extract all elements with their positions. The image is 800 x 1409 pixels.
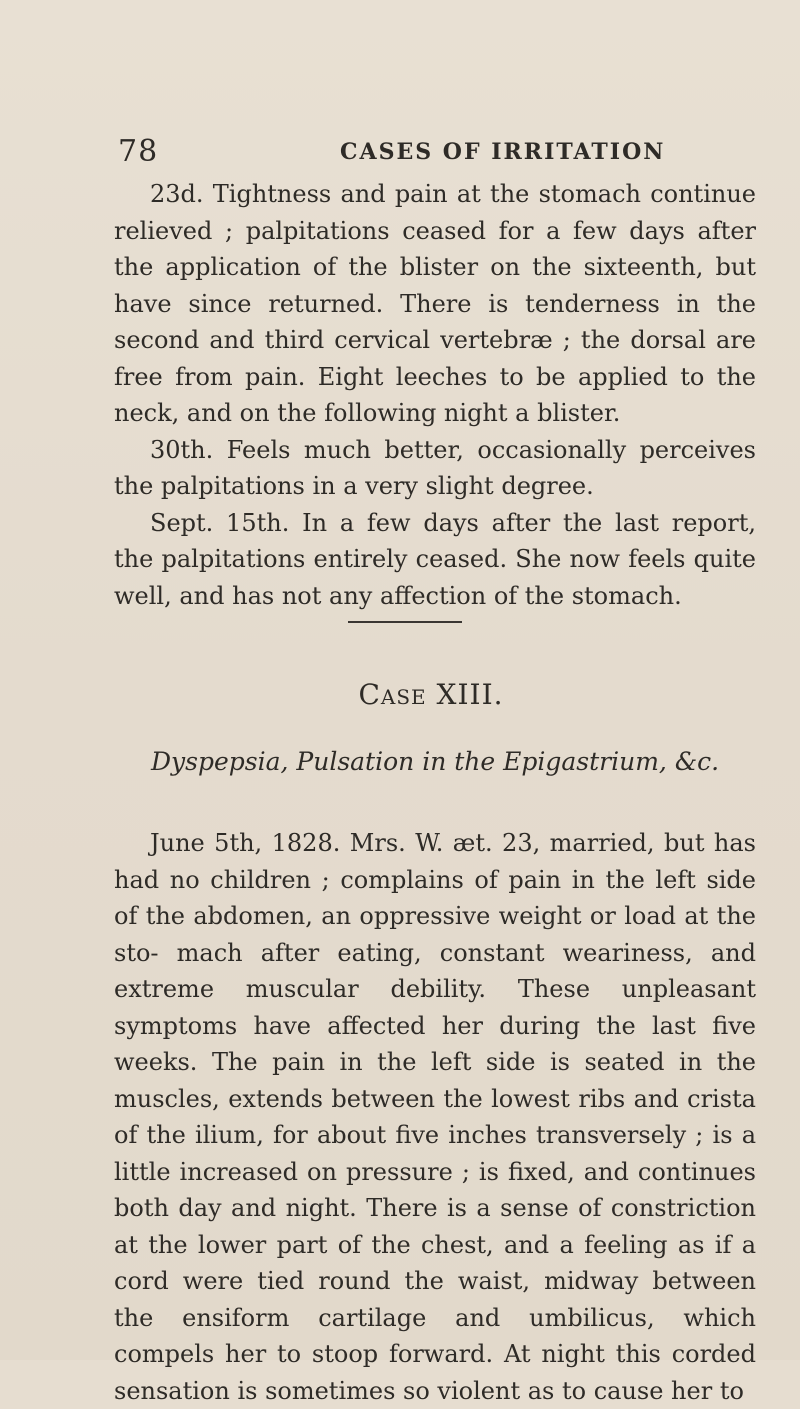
body-text-case — [114, 825, 756, 1409]
section-divider — [348, 621, 462, 623]
paragraph: Sept. 15th. In a few days after the last report, the palpitations entirely ceased. She now feels quite well, and has not any affection of the stomach. — [114, 508, 756, 610]
case-subtitle: Dyspepsia, Pulsation in the Epigastrium, &c. — [150, 747, 720, 776]
paragraph: 23d. Tightness and pain at the stomach continue relieved ; palpitations ceased for a few days after the application of the blister on the sixteenth, but have since returned. There is tenderness in the second and third cervical vertebræ ; the dorsal are free from pain. Eight leeches to be applied to the neck, and on the following night a blister. — [114, 180, 756, 427]
paragraph: 30th. Feels much better, occasionally perceives the palpitations in a very slight degree. — [114, 435, 756, 500]
running-title: CASES OF IRRITATION — [340, 139, 666, 165]
paragraph: June 5th, 1828. Mrs. W. æt. 23, married, but has had no children ; complains of pain in the left side of the abdomen, an oppressive weight or load at the sto- mach after eating, constant weariness, and extreme muscular debility. These unpleasant symptoms have affected her during the last five weeks. The pain in the left side is seated in the muscles, extends between the lowest ribs and crista of the ilium, for about five inches transversely ; is a little increased on pressure ; is fixed, and continues both day and night. There is a sense of constriction at the lower part of the chest, and a feeling as if a cord were tied round the waist, midway between the ensiform cartilage and umbilicus, which compels her to stoop forward. At night this corded sensation is sometimes so violent as to cause her to — [114, 829, 756, 1405]
body-text-upper — [114, 176, 756, 614]
page-number: 78 — [118, 134, 159, 169]
running-head — [118, 132, 728, 172]
case-heading: Case XIII. — [358, 678, 504, 711]
